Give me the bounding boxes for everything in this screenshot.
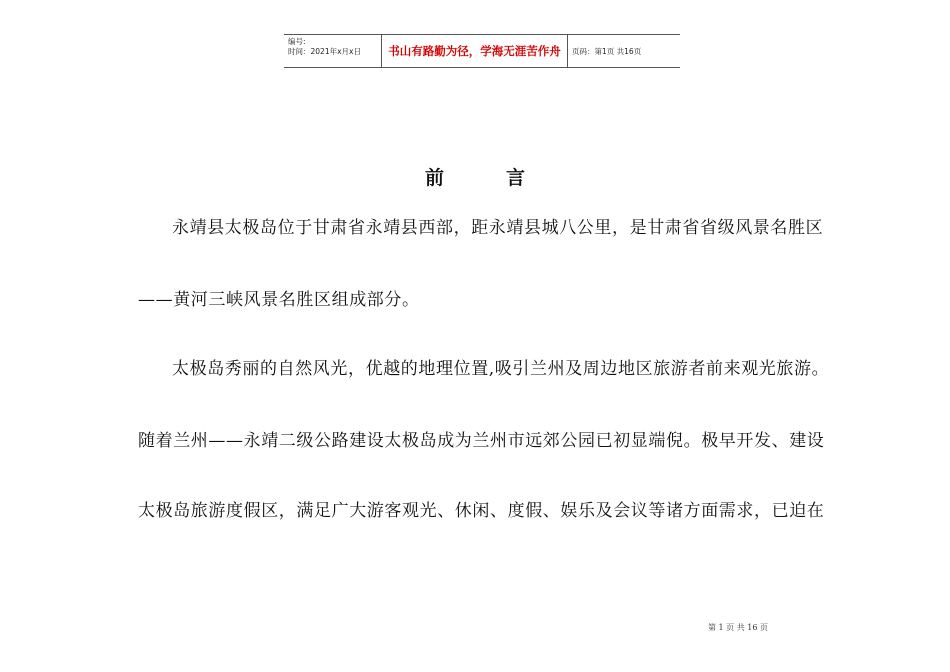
- paragraph-line: 太极岛旅游度假区，满足广大游客观光、休闲、度假、娱乐及会议等诸方面需求，已迫在: [138, 501, 825, 521]
- paragraph-line: 太极岛秀丽的自然风光，优越的地理位置,吸引兰州及周边地区旅游者前来观光旅游。: [172, 359, 830, 379]
- paragraph-line: ——黄河三峡风景名胜区组成部分。: [138, 290, 420, 310]
- page-footer: 第 1 页 共 16 页: [708, 623, 768, 632]
- page-header: [284, 34, 680, 68]
- header-page-info: 页码：第1页 共16页: [572, 46, 642, 56]
- paragraph-line: 随着兰州——永靖二级公路建设太极岛成为兰州市远郊公园已初显端倪。极早开发、建设: [138, 431, 825, 451]
- document-title: 前言: [424, 167, 587, 189]
- header-meta: [284, 35, 382, 67]
- header-motto: 书山有路勤为径，学海无涯苦作舟: [382, 35, 568, 67]
- time-label: 时间：2021年x月x日: [288, 47, 361, 56]
- number-label: 编号:: [288, 37, 306, 46]
- paragraph-line: 永靖县太极岛位于甘肃省永靖县西部，距永靖县城八公里，是甘肃省省级风景名胜区: [172, 218, 824, 238]
